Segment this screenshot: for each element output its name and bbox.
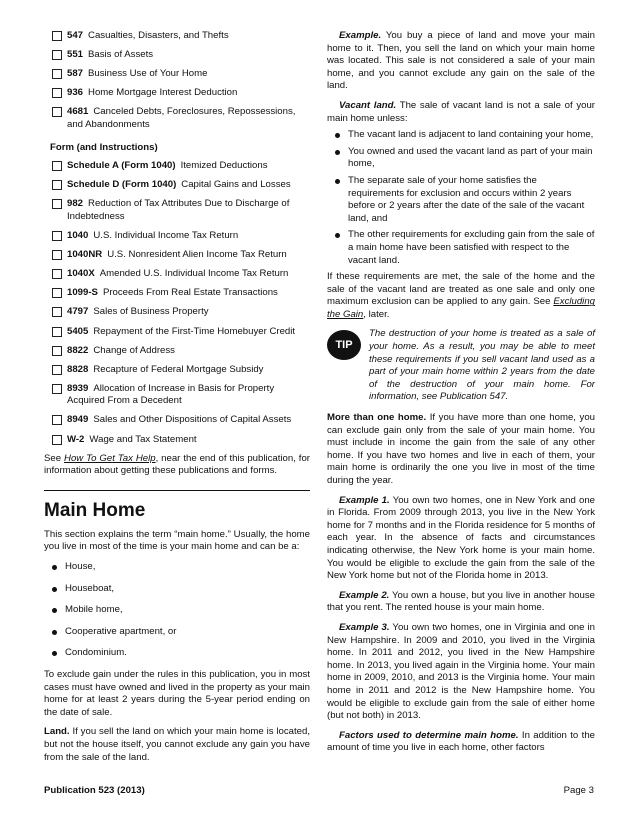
checkbox-icon [52, 384, 62, 394]
more-than-one-home-lead: More than one home. [327, 412, 427, 424]
form-number: 936 [67, 87, 84, 99]
form-title: Casualties, Disasters, and Thefts [88, 30, 229, 41]
form-number: 982 [67, 198, 84, 210]
form-title: Change of Address [93, 344, 175, 356]
bullet-icon [335, 233, 340, 238]
checkbox-icon [52, 180, 62, 190]
checkbox-icon [52, 199, 62, 209]
form-list-item [44, 160, 310, 173]
publication-list [44, 30, 310, 132]
form-item-text [67, 198, 310, 223]
requirements-met-pre: If these requirements are met, the sale of the home and the sale of the vacant land are treated as one sale and only one maximum exclusion can be applied to any gain. See [327, 271, 595, 308]
form-number: 1040 [67, 230, 89, 242]
form-number: 5405 [67, 325, 89, 337]
form-title: Capital Gains and Losses [181, 179, 291, 191]
form-number: 1040NR [67, 249, 103, 261]
exclude-paragraph: To exclude gain under the rules in this publication, you in most cases must have owned and lived in the property as your main home for at least 2 years during the 5-year period ending on the date of sale. [44, 669, 310, 718]
bullet-icon [52, 587, 57, 592]
form-list-item [44, 383, 310, 408]
form-item-text [67, 249, 310, 262]
checkbox-icon [52, 107, 62, 117]
form-list [44, 160, 310, 446]
vacant-land-lead: Vacant land. [339, 99, 397, 111]
checkbox-icon [52, 415, 62, 425]
form-number: 8822 [67, 344, 89, 356]
list-item [52, 604, 310, 617]
checkbox-icon [52, 69, 62, 79]
example-2-text: You own a house, but you live in another house that you rent. The rented house is your main home. [327, 589, 595, 614]
checkbox-icon [52, 307, 62, 317]
left-column [44, 30, 310, 771]
form-title: Basis of Assets [88, 49, 154, 61]
see-pre-text: See [44, 452, 65, 464]
form-item-text [67, 434, 310, 447]
list-item-text: House, [65, 561, 96, 573]
tip-icon: TIP [327, 330, 361, 360]
list-item-text: Condominium. [65, 647, 127, 659]
list-item-text: The separate sale of your home satisfies the requirements for exclusion and occurs within 2 years before or 2 years after the date of the sale of the vacant land, and [348, 174, 585, 224]
form-list-item [44, 30, 310, 43]
list-item [335, 175, 595, 225]
main-home-intro: This section explains the term “main home.” Usually, the home you live in most of the time is your main home and can be a: [44, 528, 310, 553]
form-title: Itemized Deductions [180, 160, 268, 172]
list-item-text: The vacant land is adjacent to land containing your home, [348, 129, 594, 141]
main-home-heading: Main Home [44, 499, 146, 521]
bullet-icon [335, 150, 340, 155]
form-list-item [44, 364, 310, 377]
form-item-text [67, 87, 310, 100]
form-title: Canceled Debts, Foreclosures, Repossessions, and Abandonments [67, 106, 296, 130]
form-number: 1040X [67, 268, 95, 280]
checkbox-icon [52, 346, 62, 356]
tip-text: The destruction of your home is treated as a sale of your home. As a result, you may be able to meet these requirements if you sell vacant land used as a part of your main home within 2 years from the date of the destruction of your main home. For information, see Publication 547. [369, 328, 595, 403]
bullet-icon [335, 133, 340, 138]
form-list-item [44, 198, 310, 223]
list-item [335, 229, 595, 267]
bullet-icon [52, 651, 57, 656]
list-item-text: The other requirements for excluding gain from the sale of a main home have been satisfied with respect to the vacant land. [348, 229, 595, 266]
example-text: You buy a piece of land and move your main home to it. Then, you sell the land on which your main home was located. This sale is not considered a sale of your main home, and you cannot exclude any gain on the sale of the land. [327, 30, 595, 92]
example-2-lead: Example 2. [339, 589, 390, 601]
form-number: Schedule A (Form 1040) [67, 160, 176, 172]
form-item-text [67, 160, 310, 173]
form-title: Allocation of Increase in Basis for Property Acquired From a Decedent [67, 382, 275, 407]
vacant-land-paragraph [327, 100, 595, 125]
form-list-item [44, 179, 310, 192]
form-item-text [67, 326, 310, 339]
home-type-list [44, 561, 310, 660]
example-3-text: You own two homes, one in Virginia and one in New Hampshire. In 2009 and 2010, you lived in the Virginia home. In 2011 and 2012, you lived in the New Hampshire home. In 2013, you lived again in the Virginia home. Your main home in 2009, 2010, and 2013 is the Virginia home. Your main home in 2011 and 2012 is the New Hampshire home. You would be eligible to exclude gain from the sale of either home (but not both) in 2013. [327, 621, 595, 722]
checkbox-icon [52, 161, 62, 171]
list-item [52, 626, 310, 639]
checkbox-icon [52, 327, 62, 337]
form-title: Amended U.S. Individual Income Tax Return [99, 268, 289, 280]
list-item [335, 146, 595, 171]
see-post-text: , near the end of this publication, for information about getting these publications and forms. [44, 452, 310, 477]
form-list-item [44, 326, 310, 339]
form-number: Schedule D (Form 1040) [67, 179, 177, 191]
form-title: Proceeds From Real Estate Transactions [102, 287, 278, 299]
form-list-item [44, 414, 310, 427]
example-2-paragraph [327, 590, 595, 615]
form-item-text [67, 364, 310, 377]
see-help-paragraph [44, 453, 310, 478]
form-title: Reduction of Tax Attributes Due to Discharge of Indebtedness [67, 198, 290, 222]
form-item-text [67, 49, 310, 62]
form-number: 1099-S [67, 287, 98, 299]
factors-text: In addition to the amount of time you live in each home, other factors [327, 729, 595, 754]
form-title: U.S. Nonresident Alien Income Tax Return [107, 249, 287, 261]
form-title: Sales and Other Dispositions of Capital Assets [93, 414, 292, 426]
checkbox-icon [52, 88, 62, 98]
list-item-text: Houseboat, [65, 582, 115, 594]
requirements-met-paragraph [327, 271, 595, 321]
bullet-icon [335, 179, 340, 184]
form-item-text [67, 306, 310, 319]
bullet-icon [52, 565, 57, 570]
form-number: 587 [67, 68, 84, 80]
more-than-one-home-text: If you have more than one home, you can exclude gain only from the sale of your main home. You must include in income the gain from the sale of any other home. If you have two homes and live in each of them, your main home is ordinarily the one you live in most of the time during the year. [327, 412, 595, 486]
form-item-text [67, 230, 310, 243]
form-list-item [44, 249, 310, 262]
checkbox-icon [52, 365, 62, 375]
form-title: Business Use of Your Home [88, 68, 208, 80]
list-item-text: You owned and used the vacant land as part of your main home, [348, 145, 593, 170]
more-than-one-home-paragraph [327, 412, 595, 488]
checkbox-icon [52, 435, 62, 445]
land-lead: Land. [44, 726, 70, 738]
list-item [52, 647, 310, 660]
form-title: Wage and Tax Statement [89, 433, 197, 445]
example-3-lead: Example 3. [339, 621, 390, 633]
form-list-item [44, 106, 310, 131]
list-item [52, 561, 310, 574]
form-list-item [44, 434, 310, 447]
example-3-paragraph [327, 622, 595, 723]
form-item-text [67, 268, 310, 281]
requirements-met-post: , later. [363, 308, 390, 320]
form-item-text [67, 414, 310, 427]
footer-publication: Publication 523 (2013) [44, 785, 145, 796]
form-list-item [44, 87, 310, 100]
right-column [327, 30, 595, 762]
form-item-text [67, 30, 310, 43]
form-item-text [67, 68, 310, 81]
checkbox-icon [52, 250, 62, 260]
how-to-get-tax-help-link[interactable]: How To Get Tax Help [64, 452, 156, 464]
form-list-item [44, 306, 310, 319]
section-divider [44, 490, 310, 491]
form-item-text [67, 383, 310, 408]
example-paragraph [327, 30, 595, 93]
form-number: 4681 [67, 106, 89, 118]
form-title: Recapture of Federal Mortgage Subsidy [93, 363, 264, 375]
checkbox-icon [52, 50, 62, 60]
bullet-icon [52, 608, 57, 613]
vacant-land-requirements [327, 129, 595, 267]
form-list-item [44, 49, 310, 62]
list-item [52, 583, 310, 596]
checkbox-icon [52, 31, 62, 41]
form-item-text [67, 345, 310, 358]
form-number: W-2 [67, 433, 85, 445]
example-lead: Example. [339, 30, 382, 41]
form-list-item [44, 268, 310, 281]
form-list-item [44, 68, 310, 81]
land-paragraph [44, 726, 310, 764]
form-title: Sales of Business Property [93, 306, 209, 318]
vacant-land-text: The sale of vacant land is not a sale of your main home unless: [327, 99, 595, 124]
list-item-text: Cooperative apartment, or [65, 625, 177, 637]
form-item-text [67, 106, 310, 131]
example-1-lead: Example 1. [339, 494, 390, 506]
forms-label: Form (and Instructions) [50, 141, 158, 153]
form-number: 8828 [67, 363, 89, 375]
form-number: 551 [67, 49, 84, 61]
form-title: Repayment of the First-Time Homebuyer Credit [93, 325, 296, 337]
bullet-icon [52, 630, 57, 635]
form-list-item [44, 345, 310, 358]
form-number: 547 [67, 30, 84, 41]
form-title: Home Mortgage Interest Deduction [88, 87, 238, 99]
form-item-text [67, 287, 310, 300]
checkbox-icon [52, 231, 62, 241]
tip-box [327, 328, 595, 404]
footer-page-number: Page 3 [563, 785, 594, 796]
checkbox-icon [52, 269, 62, 279]
form-number: 8949 [67, 414, 89, 426]
form-number: 4797 [67, 306, 89, 318]
example-1-text: You own two homes, one in New York and one in Florida. From 2009 through 2013, you live in the New York home for 7 months and in the Florida residence for 5 months of each year. In the absence of facts and circumstances indicating otherwise, the New York home is your main home. You would be eligible to exclude the gain from the sale of the New York home but not of the Florida home in 2013. [327, 494, 595, 582]
form-number: 8939 [67, 382, 89, 394]
list-item [335, 129, 595, 142]
form-list-item [44, 287, 310, 300]
form-title: U.S. Individual Income Tax Return [93, 230, 239, 242]
checkbox-icon [52, 288, 62, 298]
land-text: If you sell the land on which your main home is located, but not the house itself, you cannot exclude any gain you have from the sale of the land. [44, 726, 310, 763]
form-list-item [44, 230, 310, 243]
list-item-text: Mobile home, [65, 604, 123, 616]
factors-lead: Factors used to determine main home. [339, 729, 519, 741]
factors-paragraph [327, 730, 595, 755]
example-1-paragraph [327, 495, 595, 583]
excluding-the-gain-link[interactable]: Excluding the Gain [327, 296, 595, 320]
form-item-text [67, 179, 310, 192]
